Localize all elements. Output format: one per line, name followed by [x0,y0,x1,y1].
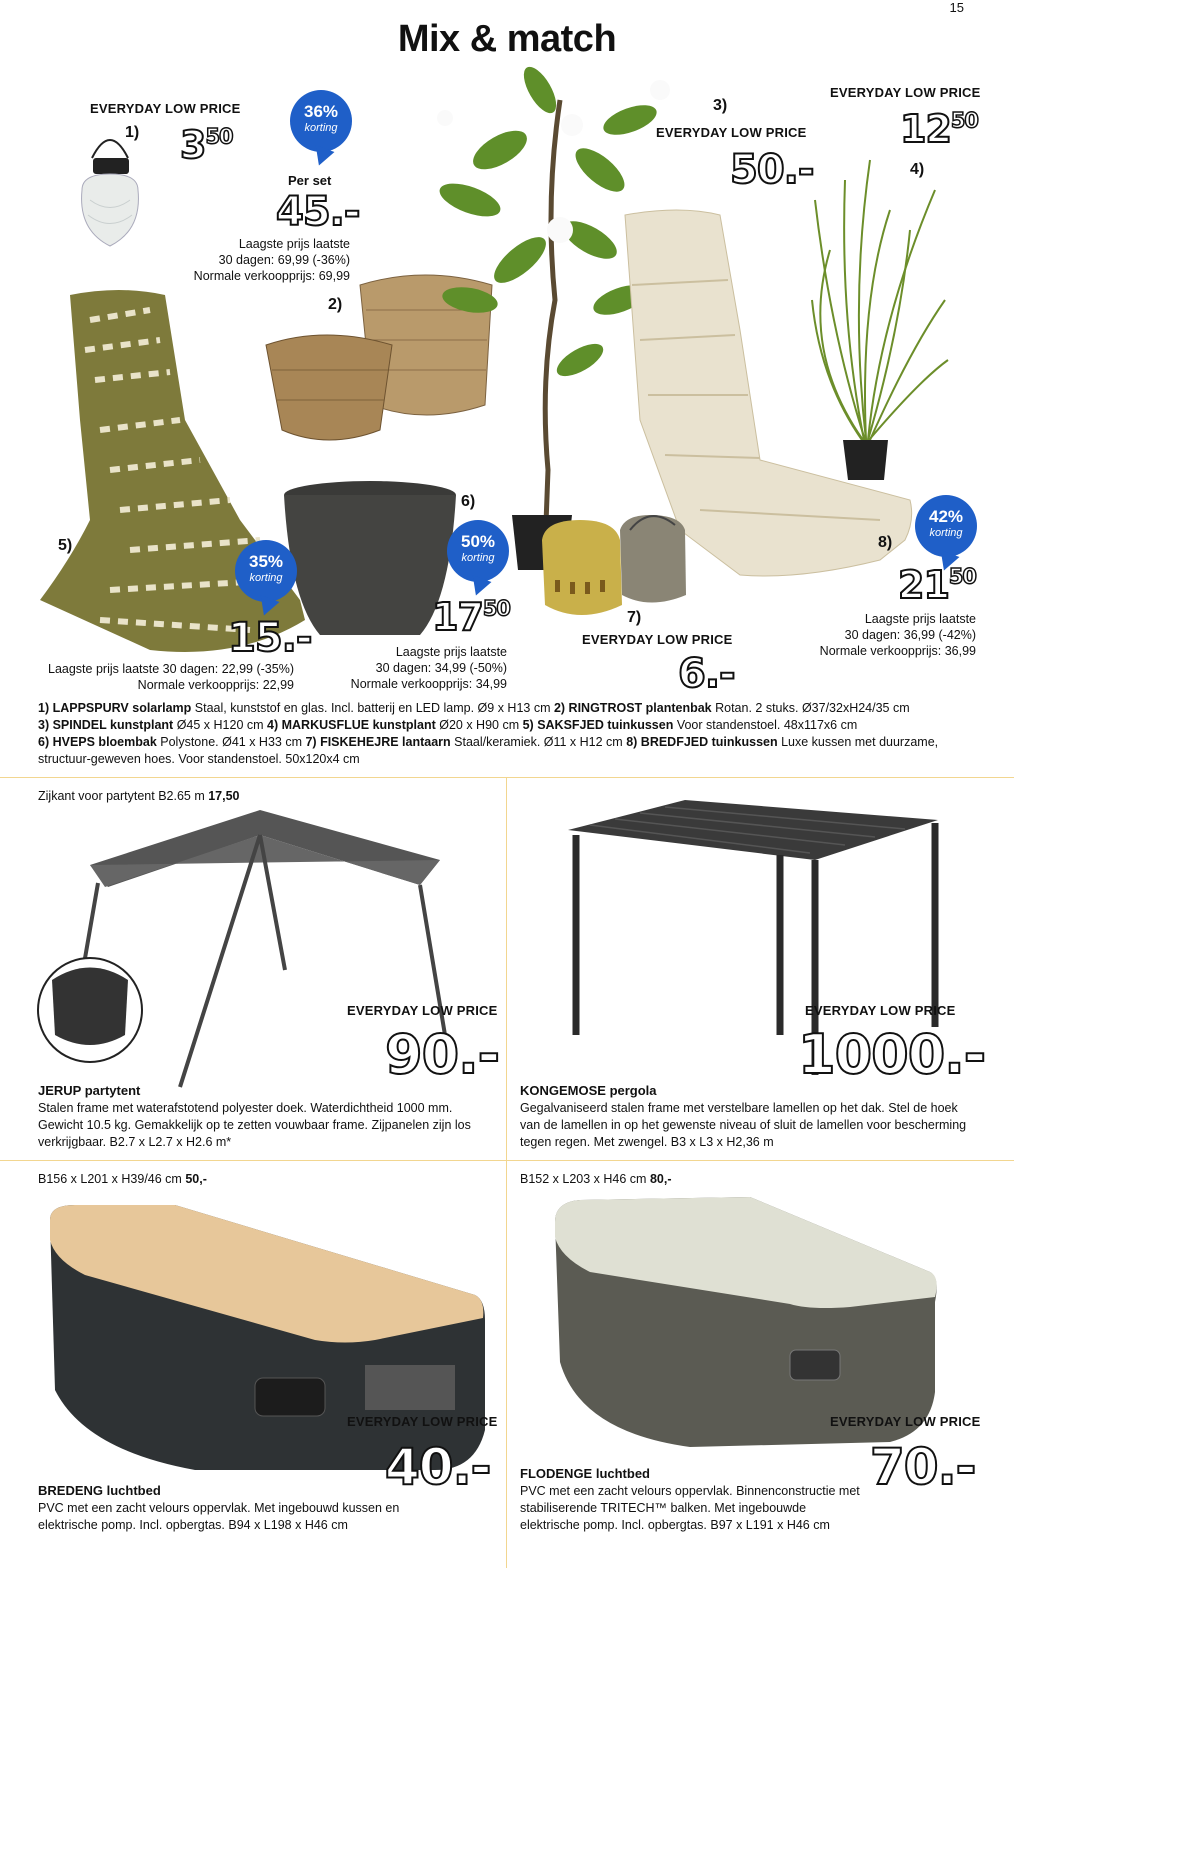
jerup-extra: Zijkant voor partytent B2.65 m 17,50 [38,789,240,803]
kongemose-price: 1000.- [798,1023,986,1086]
discount-label: korting [461,552,495,564]
kongemose-title: KONGEMOSE pergola [520,1083,657,1098]
bredeng-title: BREDENG luchtbed [38,1483,161,1498]
discount-label: korting [304,122,338,134]
per-set-label: Per set [288,173,332,188]
kongemose-description: Gegalvaniseerd stalen frame met verstelbare lamellen op het dak. Stel de hoek van de lamellen in op het gewenste niveau of sluit de lamellen voor bescherming tegen regen. Met zwengel. B3 x L3 x H2,36 m [520,1101,967,1149]
divider [0,1160,1014,1161]
discount-label: korting [929,527,963,539]
discount-percent: 35% [248,552,284,571]
item-number-4: 4) [910,161,925,178]
jerup-price: 90.- [385,1023,500,1086]
jerup-elp-label: EVERYDAY LOW PRICE [347,1003,498,1018]
elp-label-4: EVERYDAY LOW PRICE [830,85,981,100]
item-number-5: 5) [58,537,73,554]
price-note-5: Laagste prijs laatste 30 dagen: 22,99 (-35%) Normale verkoopprijs: 22,99 [48,662,294,692]
flodenge-elp-label: EVERYDAY LOW PRICE [830,1414,981,1429]
bredeng-description: PVC met een zacht velours oppervlak. Met ingebouwd kussen en elektrische pomp. Incl. opbergtas. B94 x L198 x H46 cm [38,1501,400,1532]
bredeng-price: 40.- [385,1438,491,1496]
price-7: 6.- [678,651,735,697]
item-number-1: 1) [125,124,140,141]
elp-label-7: EVERYDAY LOW PRICE [582,632,733,647]
price-2: 45.- [276,189,360,235]
price-note-8: Laagste prijs laatste 30 dagen: 36,99 (-42%) Normale verkoopprijs: 36,99 [819,612,976,658]
discount-label: korting [249,572,283,584]
item-number-6: 6) [461,493,476,510]
price-6: $17^{50}$ [432,595,510,639]
discount-badge-6 [447,520,509,582]
elp-label-3: EVERYDAY LOW PRICE [656,125,807,140]
kongemose-elp-label: EVERYDAY LOW PRICE [805,1003,956,1018]
flodenge-extra: B152 x L203 x H46 cm 80,- [520,1172,672,1186]
price-5: 15.- [228,615,312,661]
price-4: $12^{50}$ [900,107,978,151]
solar-lamp-image [82,140,139,246]
price-8: $21^{50}$ [898,563,976,607]
price-note-6: Laagste prijs laatste 30 dagen: 34,99 (-50%) Normale verkoopprijs: 34,99 [350,645,507,691]
item-number-2: 2) [328,296,343,313]
discount-badge-5 [235,540,297,602]
flower-pot-image [284,481,456,635]
flodenge-description: PVC met een zacht velours oppervlak. Binnenconstructie met stabiliserende TRITECH™ balken. Met ingebouwde elektrische pomp. Incl. opbergtas. B97 x L191 x H46 cm [520,1484,860,1532]
product-descriptions: 1) LAPPSPURV solarlamp Staal, kunststof en glas. Incl. batterij en LED lamp. Ø9 x H13 cm 2) RINGTROST plantenbak Rotan. 2 stuks. Ø37/32xH24/35 cm 3) SPINDEL kunstplant Ø45 x H120 cm 4) MARKUSFLUE kunstplant Ø20 x H90 cm 5) SAKSFJED tuinkussen Voor standenstoel. 48x117x6 cm 6) HVEPS bloembak Polystone. Ø41 x H33 cm 7) FISKEHEJRE lantaarn Staal/keramiek. Ø11 x H12 cm 8) BREDFJED tuinkussen Luxe kussen met duurzame, structuur-geweven hoes. Voor standenstoel. 50x120x4 cm [38,701,939,766]
jerup-description: Stalen frame met waterafstotend polyester doek. Waterdichtheid 1000 mm. Gewicht 10.5 kg. Gemakkelijk op te zetten vouwbaar frame. Zijpanelen zijn los verkrijgbaar. B2.7 x L2.7 x H2.6 m* [38,1101,471,1149]
discount-percent: 50% [460,532,496,551]
price-1: $3^{50}$ [180,123,233,167]
item-number-3: 3) [713,97,728,114]
flodenge-title: FLODENGE luchtbed [520,1466,650,1481]
grass-plant-image [812,160,948,480]
page-number: 15 [949,0,964,15]
item-number-8: 8) [878,534,893,551]
page-title: Mix & match [397,18,617,60]
elp-label-1: EVERYDAY LOW PRICE [90,101,241,116]
discount-percent: 42% [928,507,964,526]
lantern-image [542,515,686,615]
discount-percent: 36% [303,102,339,121]
discount-badge-8 [915,495,977,557]
price-3: 50.- [730,147,814,193]
divider [506,777,507,1568]
flodenge-price: 70.- [870,1438,976,1496]
bredeng-extra: B156 x L201 x H39/46 cm 50,- [38,1172,207,1186]
price-note-2: Laagste prijs laatste 30 dagen: 69,99 (-36%) Normale verkoopprijs: 69,99 [193,237,350,283]
bredeng-elp-label: EVERYDAY LOW PRICE [347,1414,498,1429]
jerup-title: JERUP partytent [38,1083,141,1098]
item-number-7: 7) [627,609,642,626]
discount-badge-2 [290,90,352,152]
divider [0,777,1014,778]
